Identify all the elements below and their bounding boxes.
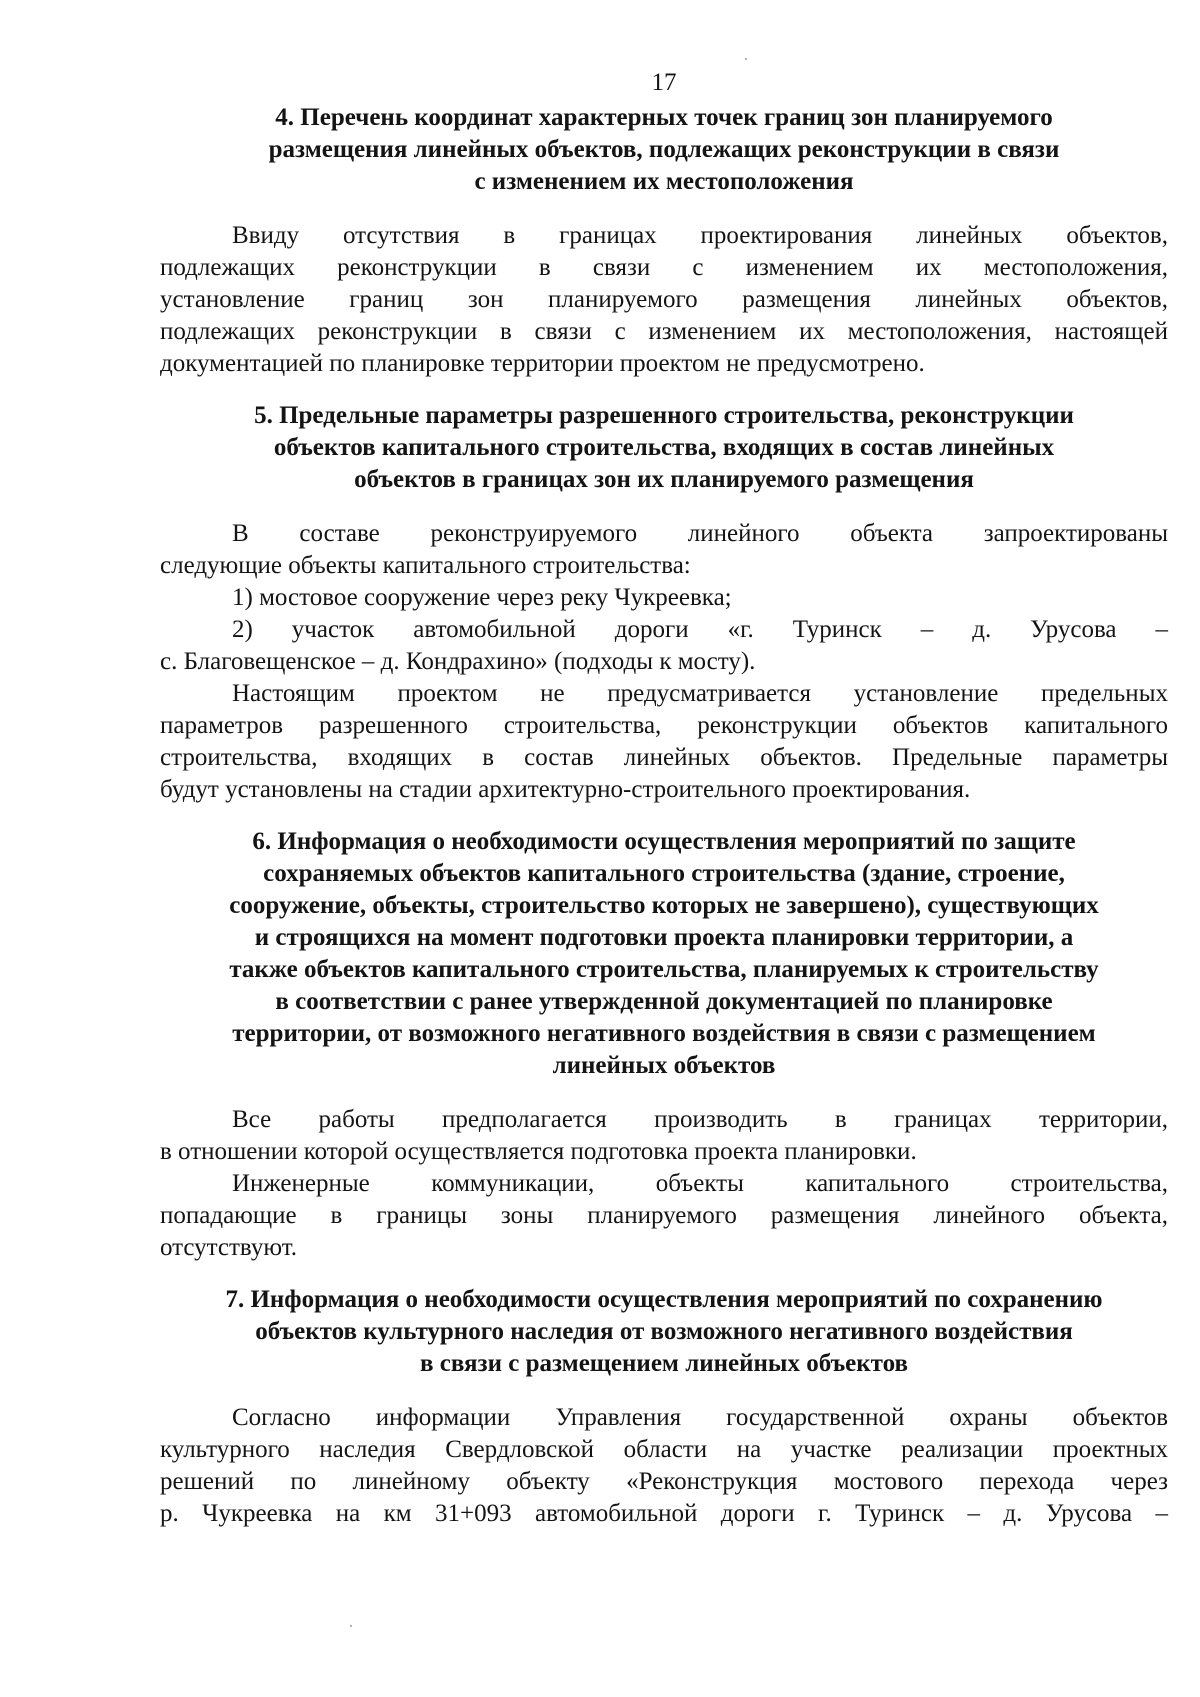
paragraph (160, 1104, 1168, 1168)
section-6-heading (160, 826, 1168, 1082)
text-line: подлежащих реконструкции в связи с изменением их местоположения, настоящей (160, 318, 1168, 345)
section-4-heading (160, 102, 1168, 198)
section-7-heading (160, 1284, 1168, 1380)
text-line: будут установлены на стадии архитектурно-строительного проектирования. (160, 776, 971, 803)
text-line: Инженерные коммуникации, объекты капитального строительства, (232, 1170, 1168, 1197)
heading-line: 7. Информация о необходимости осуществления мероприятий по сохранению (225, 1286, 1103, 1313)
section-4 (160, 102, 1168, 380)
text-line: В составе реконструируемого линейного объекта запроектированы (232, 520, 1168, 547)
heading-line: объектов капитального строительства, входящих в состав линейных (273, 434, 1055, 461)
text-line: в отношении которой осуществляется подготовка проекта планировки. (160, 1138, 917, 1165)
text-line: установление границ зон планируемого размещения линейных объектов, (160, 286, 1168, 313)
heading-line: сохраняемых объектов капитального строительства (здание, строение, (263, 860, 1065, 887)
heading-line: линейных объектов (552, 1052, 776, 1079)
heading-line: и строящихся на момент подготовки проекта планировки территории, а (254, 924, 1074, 951)
text-line: с. Благовещенское – д. Кондрахино» (подходы к мосту). (160, 648, 756, 675)
text-line: строительства, входящих в состав линейных объектов. Предельные параметры (160, 744, 1168, 771)
text-line: Ввиду отсутствия в границах проектирования линейных объектов, (232, 222, 1168, 249)
text-line: параметров разрешенного строительства, реконструкции объектов капитального (160, 712, 1168, 739)
document-page (160, 68, 1168, 1530)
scan-speck (350, 1625, 352, 1627)
text-line: 2) участок автомобильной дороги «г. Туринск – д. Урусова – (232, 616, 1168, 643)
text-line: Согласно информации Управления государственной охраны объектов (232, 1404, 1168, 1431)
heading-line: объектов культурного наследия от возможного негативного воздействия (255, 1318, 1073, 1345)
heading-line: объектов в границах зон их планируемого размещения (354, 466, 974, 493)
scan-speck (745, 58, 747, 60)
list-item (160, 614, 1168, 678)
text-line: 1) мостовое сооружение через реку Чукреевка; (232, 584, 732, 611)
text-line: Настоящим проектом не предусматривается установление предельных (232, 680, 1168, 707)
heading-line: также объектов капитального строительства, планируемых к строительству (229, 956, 1099, 983)
text-line: следующие объекты капитального строительства: (160, 552, 691, 579)
heading-line: территории, от возможного негативного воздействия в связи с размещением (232, 1020, 1096, 1047)
section-6 (160, 826, 1168, 1264)
section-7 (160, 1284, 1168, 1530)
text-line: р. Чукреевка на км 31+093 автомобильной дороги г. Туринск – д. Урусова – (160, 1500, 1168, 1527)
heading-line: 6. Информация о необходимости осуществления мероприятий по защите (252, 828, 1076, 855)
paragraph (160, 1402, 1168, 1530)
list-item (160, 582, 1168, 614)
heading-line: в соответствии с ранее утвержденной документацией по планировке (275, 988, 1053, 1015)
paragraph (160, 678, 1168, 806)
text-line: попадающие в границы зоны планируемого размещения линейного объекта, (160, 1202, 1168, 1229)
paragraph (160, 1168, 1168, 1264)
text-line: решений по линейному объекту «Реконструкция мостового перехода через (160, 1468, 1168, 1495)
text-line: отсутствуют. (160, 1234, 298, 1261)
text-line: Все работы предполагается производить в границах территории, (232, 1106, 1168, 1133)
heading-line: сооружение, объекты, строительство которых не завершено), существующих (229, 892, 1099, 919)
section-5-heading (160, 400, 1168, 496)
heading-line: размещения линейных объектов, подлежащих реконструкции в связи (268, 136, 1060, 163)
heading-line: в связи с размещением линейных объектов (420, 1350, 908, 1377)
heading-line: 4. Перечень координат характерных точек границ зон планируемого (275, 104, 1053, 131)
paragraph (160, 518, 1168, 582)
section-5 (160, 400, 1168, 806)
text-line: культурного наследия Свердловской области на участке реализации проектных (160, 1436, 1168, 1463)
heading-line: с изменением их местоположения (474, 168, 854, 195)
paragraph (160, 220, 1168, 380)
text-line: документацией по планировке территории проектом не предусмотрено. (160, 350, 925, 377)
heading-line: 5. Предельные параметры разрешенного строительства, реконструкции (254, 402, 1074, 429)
text-line: подлежащих реконструкции в связи с изменением их местоположения, (160, 254, 1168, 281)
page-number: 17 (651, 69, 677, 96)
